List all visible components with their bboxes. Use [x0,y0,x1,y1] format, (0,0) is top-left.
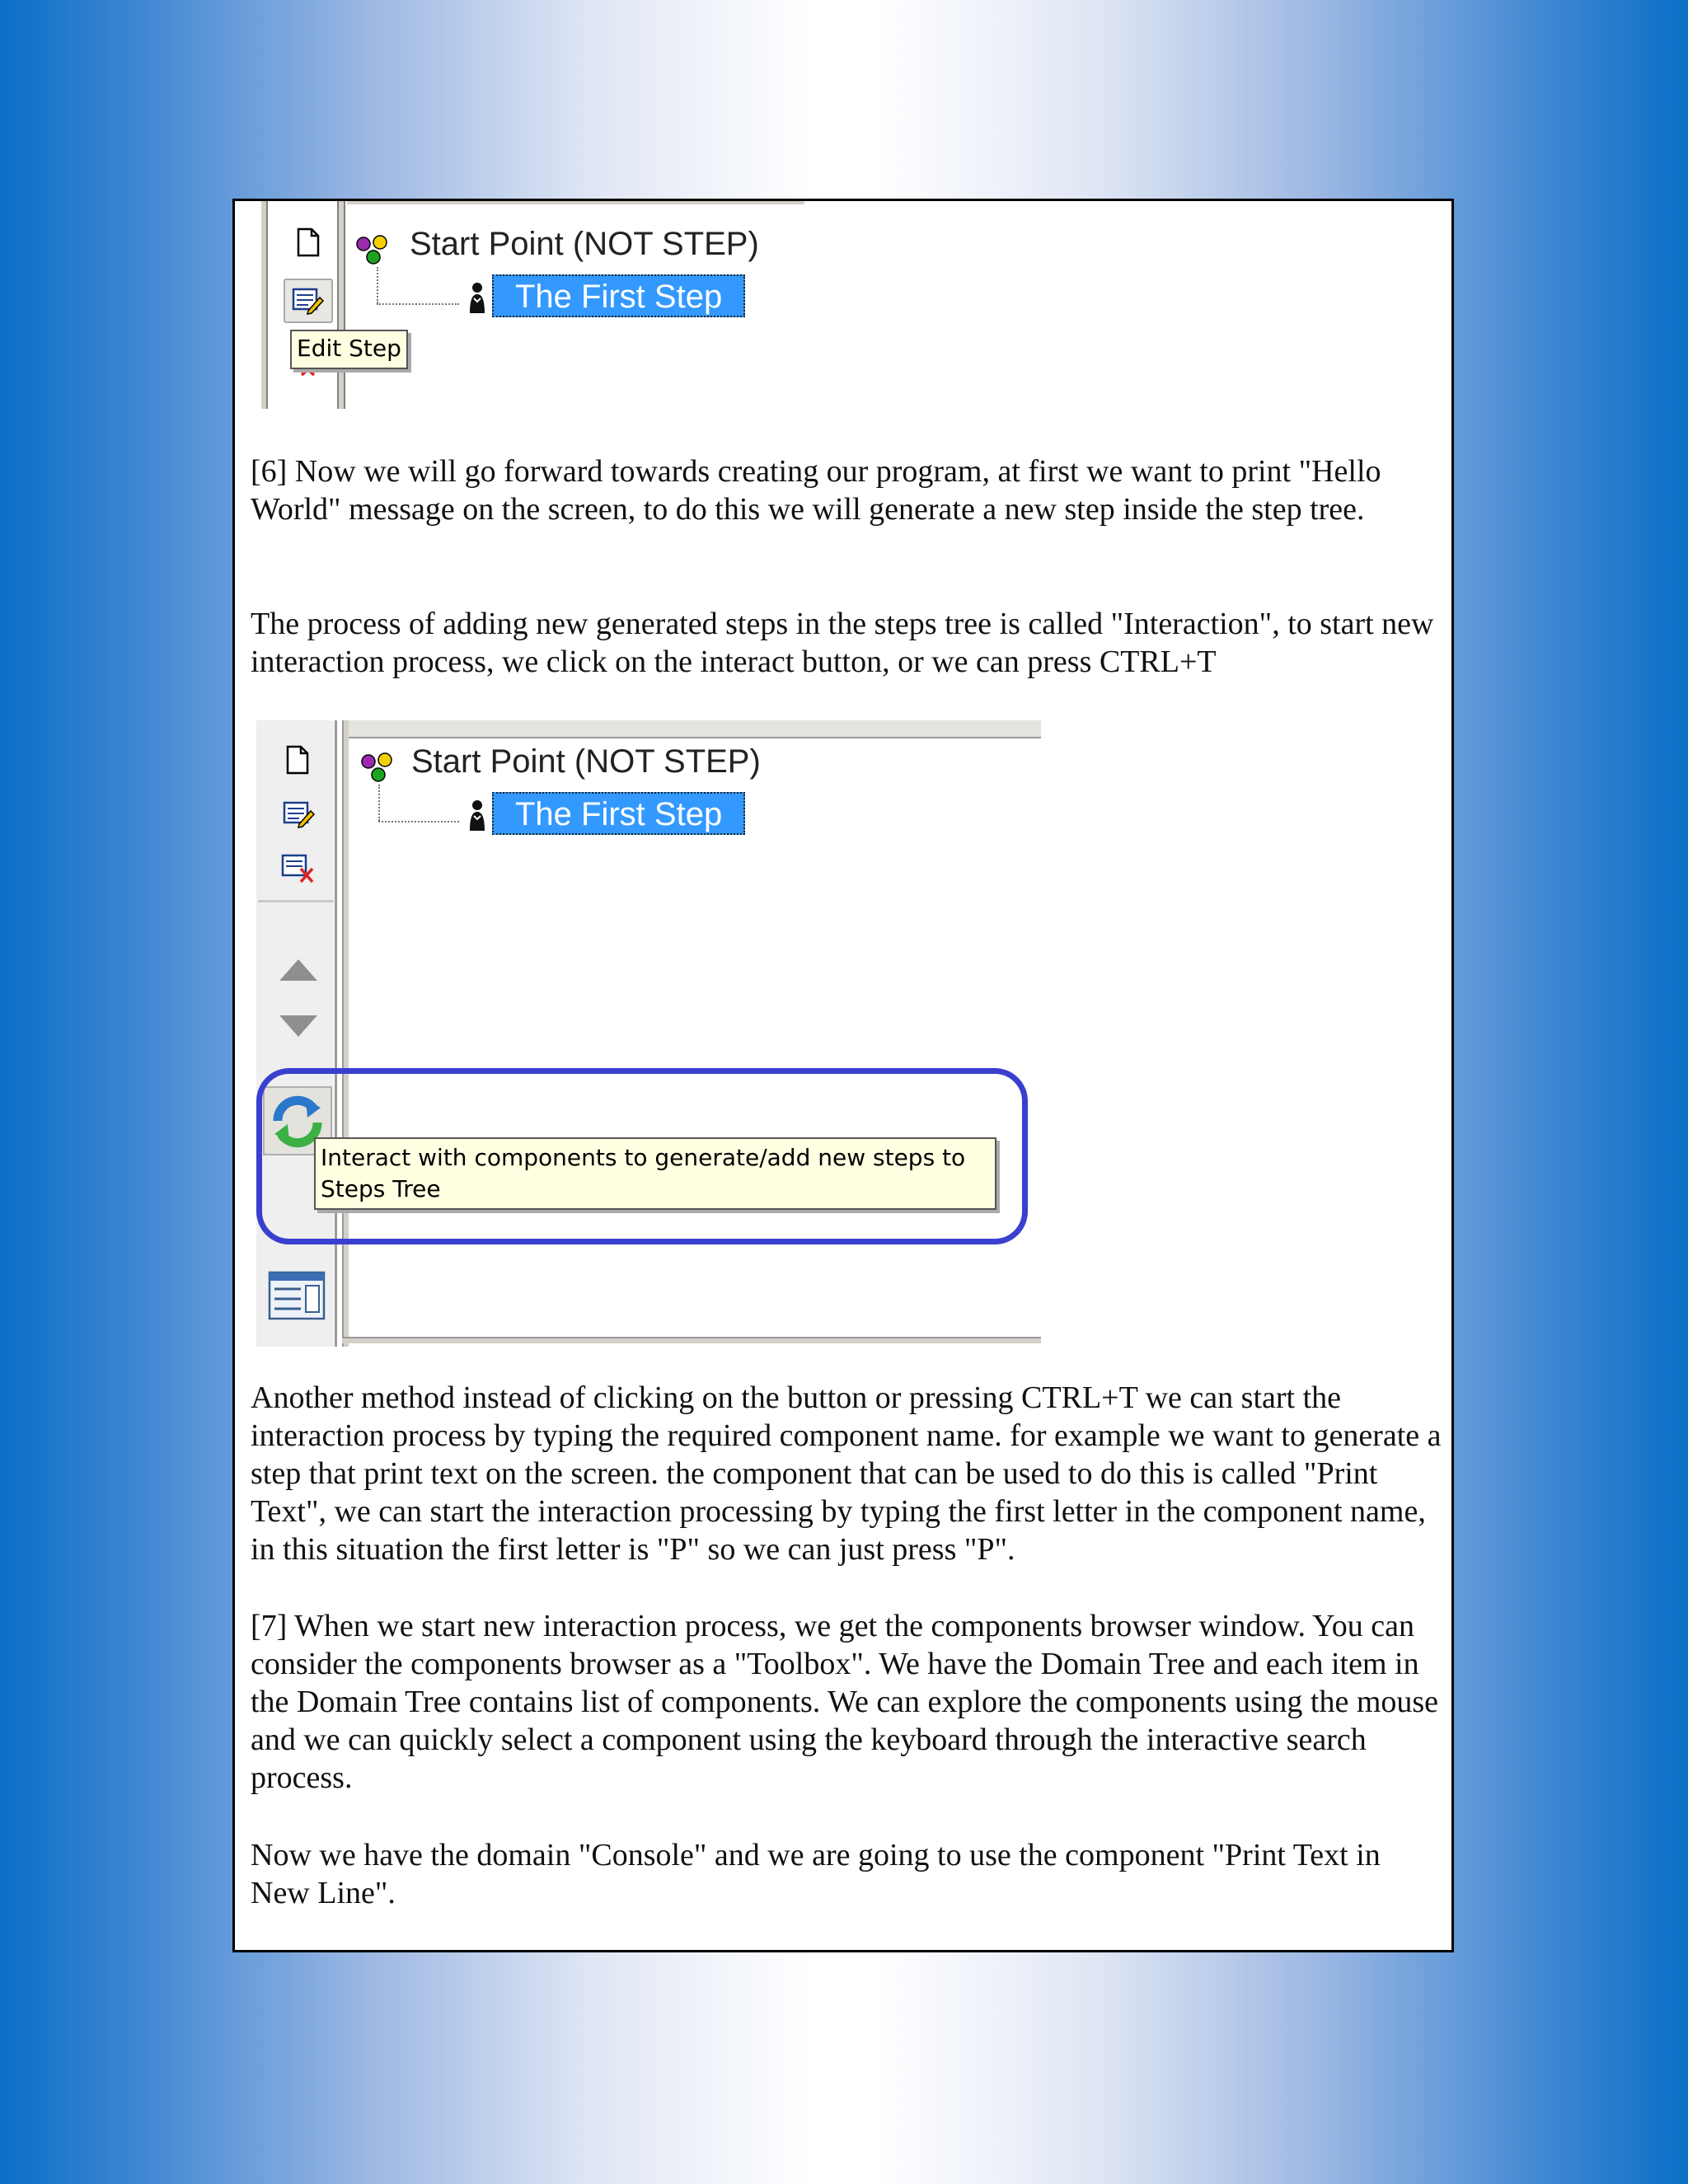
edit-step-icon[interactable] [283,799,316,829]
screenshot-interact [255,720,1041,1347]
paragraph-step-7: [7] When we start new interaction process, we get the components browser window. You can consider the components browser as a "Toolbox". We have the Domain Tree and each item in the Domain Tree contains list of components. We can explore the components using the mouse and we can quickly select a component using the keyboard through the interactive search process. [251,1609,1439,1795]
edit-step-icon [292,286,325,316]
move-down-icon[interactable] [278,1014,319,1038]
tree-selected-step[interactable]: The First Step [492,274,745,317]
edit-step-tooltip: Edit Step [290,330,408,369]
move-up-icon[interactable] [278,958,319,982]
start-point-icon [360,752,396,785]
delete-step-icon[interactable] [281,852,317,885]
tree-root-label[interactable]: Start Point (NOT STEP) [410,226,759,262]
screenshot-edit-step [261,201,1061,409]
new-step-icon[interactable] [296,227,321,257]
document-page [232,199,1454,1952]
paragraph-step-6: [6] Now we will go forward towards creating our program, at first we want to print "Hello World" message on the screen, to do this we will generate a new step inside the step tree. [251,454,1381,527]
new-step-icon[interactable] [285,745,310,775]
tree-selected-step[interactable]: The First Step [492,792,745,835]
edit-step-button[interactable] [284,279,333,323]
tree-root-label[interactable]: Start Point (NOT STEP) [411,743,761,780]
step-person-icon [466,280,489,315]
properties-window-icon[interactable] [268,1271,326,1320]
step-person-icon [466,798,489,832]
paragraph-typing-method: Another method instead of clicking on the button or pressing CTRL+T we can start the interaction process by typing the required component name. for example we want to generate a step that print text on the screen. the component that can be used to do this is called "Print Text", we can start the interaction processing by typing the first letter in the component name, in this situation the first letter is "P" so we can just press "P". [251,1380,1442,1567]
start-point-icon [355,234,392,267]
paragraph-console-domain: Now we have the domain "Console" and we are going to use the component "Print Text in New Line". [251,1838,1381,1910]
paragraph-interaction: The process of adding new generated steps in the steps tree is called "Interaction", to start new interaction process, we click on the interact button, or we can press CTRL+T [251,607,1434,679]
interact-tooltip: Interact with components to generate/add new steps to Steps Tree [314,1137,996,1210]
